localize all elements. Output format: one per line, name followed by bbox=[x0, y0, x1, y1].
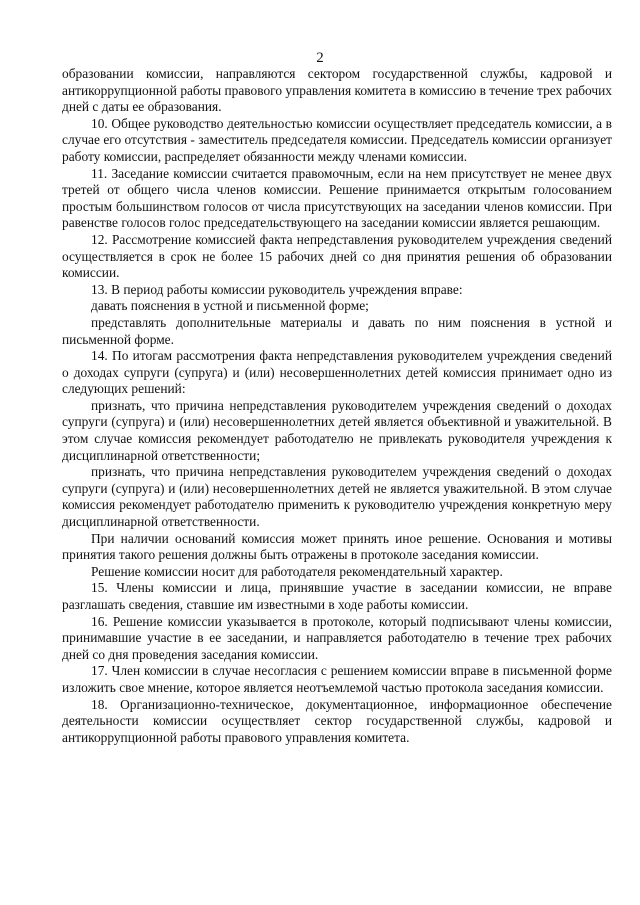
paragraph-item-18: 18. Организационно-техническое, документационное, информационное обеспечение деятельности комиссии осуществляет сектор государственной службы, кадровой и антикоррупционной работы правового управления комитета. bbox=[62, 696, 612, 745]
paragraph-recommendation: Решение комиссии носит для работодателя рекомендательный характер. bbox=[91, 563, 503, 579]
paragraph-item-13-sub-1: давать пояснения в устной и письменной форме; bbox=[91, 298, 369, 314]
paragraph-item-13-sub-2: представлять дополнительные материалы и давать по ним пояснения в устной и письменной форме. bbox=[62, 314, 612, 347]
page-number: 2 bbox=[316, 50, 324, 66]
paragraph-item-17: 17. Член комиссии в случае несогласия с решением комиссии вправе в письменной форме изложить свое мнение, которое является неотъемлемой частью протокола заседания комиссии. bbox=[62, 663, 612, 695]
paragraph-item-11: 11. Заседание комиссии считается правомочным, если на нем присутствует не менее двух третей от общего числа членов комиссии. Решение принимается открытым голосованием простым большинством голосов от числа присутствующих на заседании членов комиссии. При равенстве голосов голос председательствующего на заседании комиссии является решающим. bbox=[62, 165, 612, 231]
paragraph-item-12: 12. Рассмотрение комиссией факта непредставления руководителем учреждения сведений осуществляется в срок не более 15 рабочих дней со дня принятия решения об образовании комиссии. bbox=[62, 231, 612, 281]
document-body bbox=[62, 66, 612, 746]
paragraph-item-13: 13. В период работы комиссии руководитель учреждения вправе: bbox=[91, 281, 463, 297]
paragraph-item-14-decision-2: признать, что причина непредставления руководителем учреждения сведений о доходах супруги (супруга) и (или) несовершеннолетних детей не является уважительной. В этом случае комиссия рекомендует работодателю применить к руководителю учреждения конкретную меру дисциплинарной ответственности. bbox=[62, 464, 612, 530]
paragraph-item-14: 14. По итогам рассмотрения факта непредставления руководителем учреждения сведений о доходах супруги (супруга) и (или) несовершеннолетних детей комиссия принимает одно из следующих решений: bbox=[62, 348, 612, 397]
paragraph-item-15: 15. Члены комиссии и лица, принявшие участие в заседании комиссии, не вправе разглашать сведения, ставшие им известными в ходе работы комиссии. bbox=[62, 580, 612, 612]
paragraph-item-10: 10. Общее руководство деятельностью комиссии осуществляет председатель комиссии, а в случае его отсутствия - заместитель председателя комиссии. Председатель комиссии организует работу комиссии, распределяет обязанности между членами комиссии. bbox=[62, 115, 612, 164]
paragraph-item-14-decision-1: признать, что причина непредставления руководителем учреждения сведений о доходах супруги (супруга) и (или) несовершеннолетних детей является объективной и уважительной. В этом случае комиссия рекомендует работодателю не привлекать руководителя учреждения к дисциплинарной ответственности; bbox=[62, 397, 612, 463]
paragraph-item-16: 16. Решение комиссии указывается в протоколе, который подписывают члены комиссии, принимавшие участие в ее заседании, и направляется работодателю в течение трех рабочих дней со дня проведения заседания комиссии. bbox=[62, 613, 612, 662]
paragraph-continuation: образовании комиссии, направляются сектором государственной службы, кадровой и антикоррупционной работы правового управления комитета в комиссию в течение трех рабочих дней с даты ее образования. bbox=[62, 66, 612, 115]
paragraph-other-decision: При наличии оснований комиссия может принять иное решение. Основания и мотивы принятия такого решения должны быть отражены в протоколе заседания комиссии. bbox=[62, 530, 612, 563]
